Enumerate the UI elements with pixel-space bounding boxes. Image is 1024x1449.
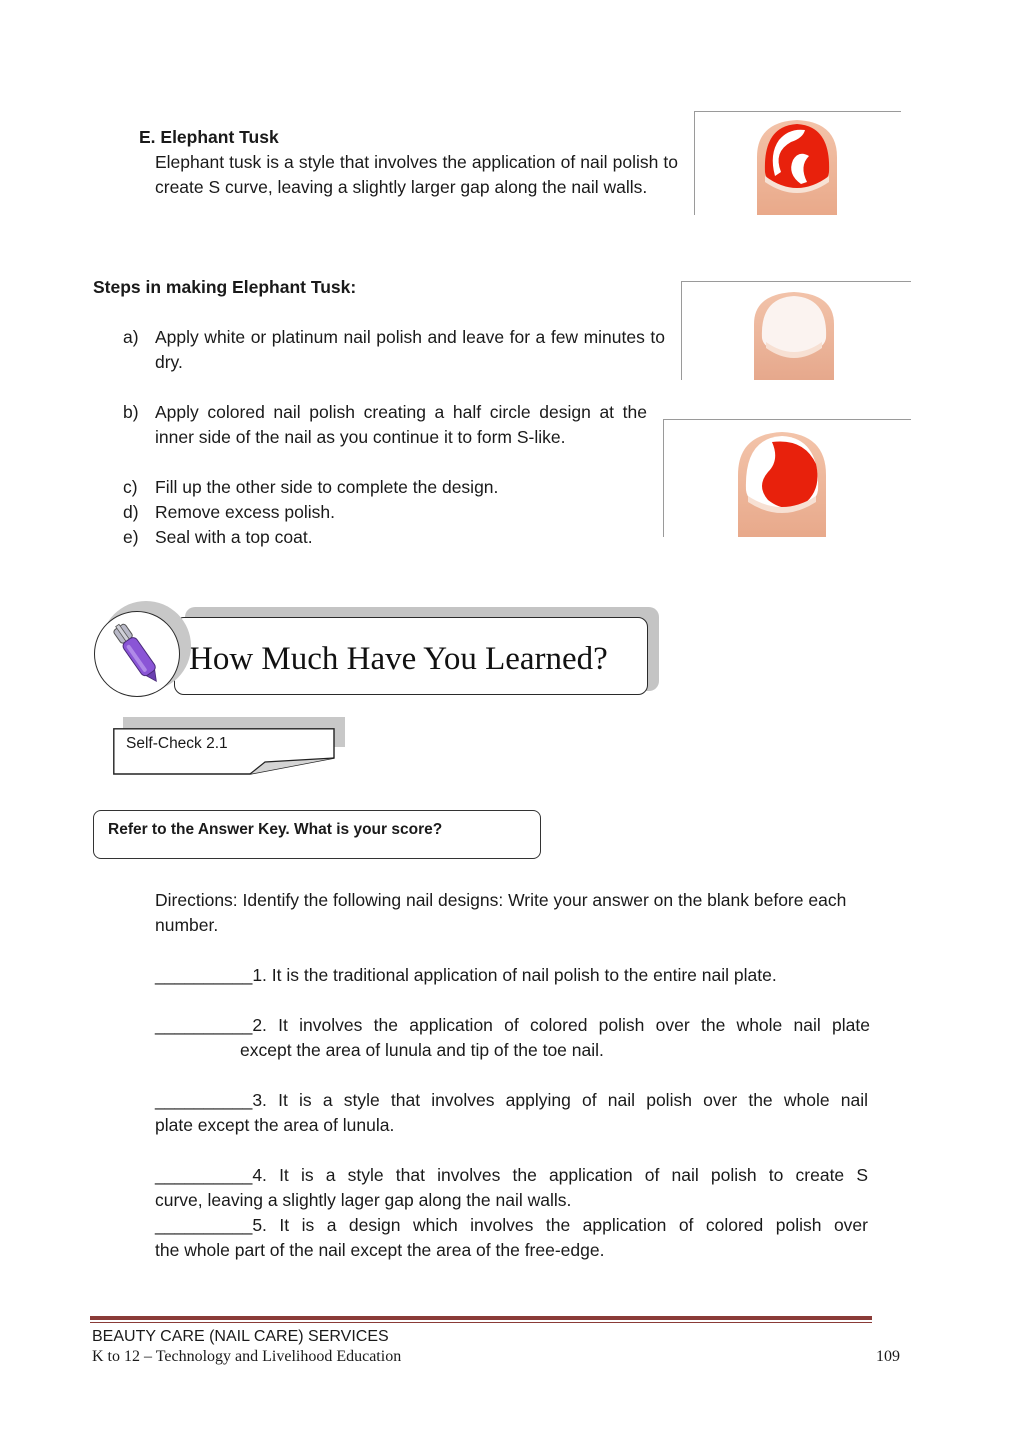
section-description: Elephant tusk is a style that involves the application of nail polish to create S curve, leaving a slightly larger gap along the nail walls. bbox=[155, 152, 678, 197]
step-marker: b) bbox=[123, 402, 139, 422]
elephant-tusk-finished-image bbox=[694, 111, 901, 215]
page-number: 109 bbox=[876, 1348, 900, 1365]
step-text: Seal with a top coat. bbox=[155, 527, 313, 547]
step-marker: c) bbox=[123, 477, 138, 497]
footer-rule-thin bbox=[90, 1322, 872, 1323]
step-marker: a) bbox=[123, 327, 139, 347]
question-5-line2: the whole part of the nail except the area of the free-edge. bbox=[155, 1240, 605, 1260]
question-4-line2: curve, leaving a slightly lager gap along the nail walls. bbox=[155, 1190, 572, 1210]
question-3-line1: __________3. It is a style that involves applying of nail polish over the whole nail bbox=[155, 1090, 868, 1110]
self-check-label: Self-Check 2.1 bbox=[126, 735, 228, 752]
step-text: Fill up the other side to complete the design. bbox=[155, 477, 499, 497]
icon-circle bbox=[94, 611, 180, 697]
footer-rule bbox=[90, 1316, 872, 1320]
question-1-line1: __________1. It is the traditional application of nail polish to the entire nail plate. bbox=[155, 965, 777, 985]
directions: Directions: Identify the following nail designs: Write your answer on the blank before each number. bbox=[155, 890, 847, 935]
white-base-nail-image bbox=[681, 281, 911, 380]
step-text: Remove excess polish. bbox=[155, 502, 335, 522]
step-text: Apply colored nail polish creating a half circle design at the inner side of the nail as you continue it to form S-like. bbox=[155, 402, 647, 447]
section-heading: E. Elephant Tusk bbox=[139, 127, 279, 147]
question-2-line2: except the area of lunula and tip of the toe nail. bbox=[240, 1040, 604, 1060]
steps-heading: Steps in making Elephant Tusk: bbox=[93, 277, 357, 297]
half-circle-design-nail-image bbox=[663, 419, 911, 537]
question-2-line1: __________2. It involves the application of colored polish over the whole nail plate bbox=[155, 1015, 870, 1035]
footer-course-title: BEAUTY CARE (NAIL CARE) SERVICES bbox=[92, 1328, 389, 1345]
footer-program: K to 12 – Technology and Livelihood Education bbox=[92, 1348, 402, 1365]
banner-title: How Much Have You Learned? bbox=[189, 641, 608, 677]
question-4-line1: __________4. It is a style that involves the application of nail polish to create S bbox=[155, 1165, 868, 1185]
answer-key-label: Refer to the Answer Key. What is your score? bbox=[108, 821, 443, 838]
step-text: Apply white or platinum nail polish and leave for a few minutes to dry. bbox=[155, 327, 665, 372]
question-3-line2: plate except the area of lunula. bbox=[155, 1115, 395, 1135]
pen-icon bbox=[95, 612, 181, 698]
step-marker: e) bbox=[123, 527, 139, 547]
step-marker: d) bbox=[123, 502, 139, 522]
question-5-line1: __________5. It is a design which involves the application of colored polish over bbox=[155, 1215, 868, 1235]
